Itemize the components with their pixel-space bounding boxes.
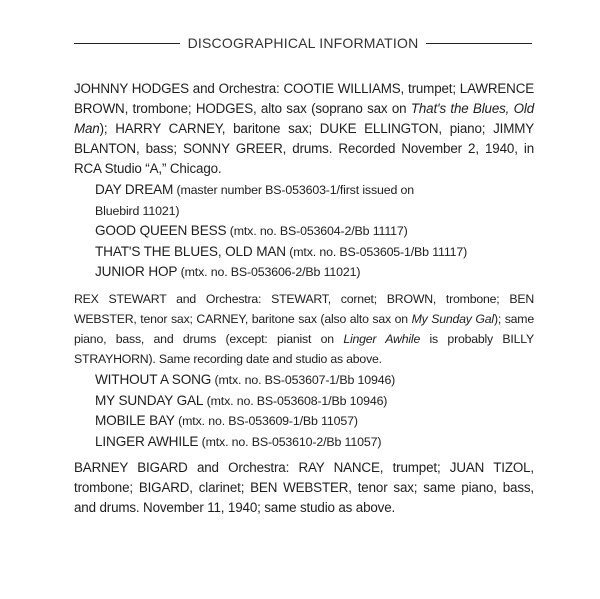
track-info: (mtx. no. BS-053607-1/Bb 10946)	[211, 372, 396, 387]
track-title: MY SUNDAY GAL	[95, 392, 204, 408]
header-rule-right	[426, 43, 532, 44]
track-info: (mtx. no. BS-053609-1/Bb 11057)	[174, 414, 358, 429]
personnel-paragraph	[74, 458, 534, 518]
session-johnny-hodges	[74, 79, 534, 283]
personnel-text: BARNEY BIGARD and Orchestra: RAY NANCE, trumpet; JUAN TIZOL, trombone; BIGARD, clarinet; BEN WEBSTER, tenor sax; same piano, bass, and drums. November 11, 1940; same studio as above.	[74, 460, 534, 516]
personnel-text: JOHNNY HODGES and Orchestra: COOTIE WILLIAMS, trumpet; LAWRENCE BROWN, trombone; HODGES, alto sax (soprano sax on	[74, 81, 534, 116]
section-header	[74, 35, 532, 51]
track-title: THAT'S THE BLUES, OLD MAN	[95, 243, 286, 259]
personnel-paragraph	[74, 79, 534, 179]
track-info: (master number BS-053603-1/first issued on	[173, 183, 415, 197]
track-list	[95, 370, 534, 452]
personnel-text: REX STEWART and Orchestra: STEWART, cornet; BROWN, trombone; BEN WEBSTER, tenor sax; CARNEY, baritone sax (also alto sax on	[74, 291, 534, 326]
track-info: (mtx. no. BS-053605-1/Bb 11117)	[285, 244, 468, 259]
track-title: JUNIOR HOP	[95, 264, 178, 280]
track-title: DAY DREAM	[95, 182, 174, 197]
session-rex-stewart	[74, 289, 534, 452]
page-title: DISCOGRAPHICAL INFORMATION	[187, 35, 419, 51]
track-item	[95, 432, 534, 453]
track-info: (mtx. no. BS-053608-1/Bb 10946)	[203, 393, 388, 408]
track-title: LINGER AWHILE	[95, 433, 199, 449]
personnel-italic-title: My Sunday Gal	[411, 311, 494, 326]
track-item	[95, 262, 534, 283]
header-rule-left	[74, 43, 180, 44]
track-info: (mtx. no. BS-053606-2/Bb 11021)	[177, 265, 361, 280]
track-title: MOBILE BAY	[95, 413, 175, 429]
track-item	[95, 411, 534, 432]
track-item	[95, 391, 534, 412]
personnel-text: ); HARRY CARNEY, baritone sax; DUKE ELLINGTON, piano; JIMMY BLANTON, bass; SONNY GREER, drums. Recorded November 2, 1940, in RCA Studio “A,” Chicago.	[74, 121, 534, 176]
personnel-text: ); same piano, bass, and drums (except: pianist on	[74, 311, 534, 346]
track-item	[95, 242, 534, 263]
discography-content	[74, 79, 534, 518]
track-title: WITHOUT A SONG	[95, 371, 212, 387]
track-info: Bluebird 11021)	[95, 203, 180, 218]
track-item	[95, 370, 534, 391]
personnel-paragraph	[74, 289, 534, 369]
track-title: GOOD QUEEN BESS	[95, 223, 227, 239]
session-barney-bigard	[74, 458, 534, 518]
track-info: (mtx. no. BS-053604-2/Bb 11117)	[226, 224, 408, 239]
track-item	[95, 221, 534, 242]
track-item	[95, 180, 534, 221]
track-list	[95, 180, 534, 283]
track-info: (mtx. no. BS-053610-2/Bb 11057)	[198, 434, 382, 449]
personnel-text: is probably BILLY STRAYHORN). Same recording date and studio as above.	[74, 331, 535, 366]
personnel-italic-title: That's the Blues, Old Man	[74, 101, 534, 136]
personnel-italic-title: Linger Awhile	[343, 331, 421, 346]
